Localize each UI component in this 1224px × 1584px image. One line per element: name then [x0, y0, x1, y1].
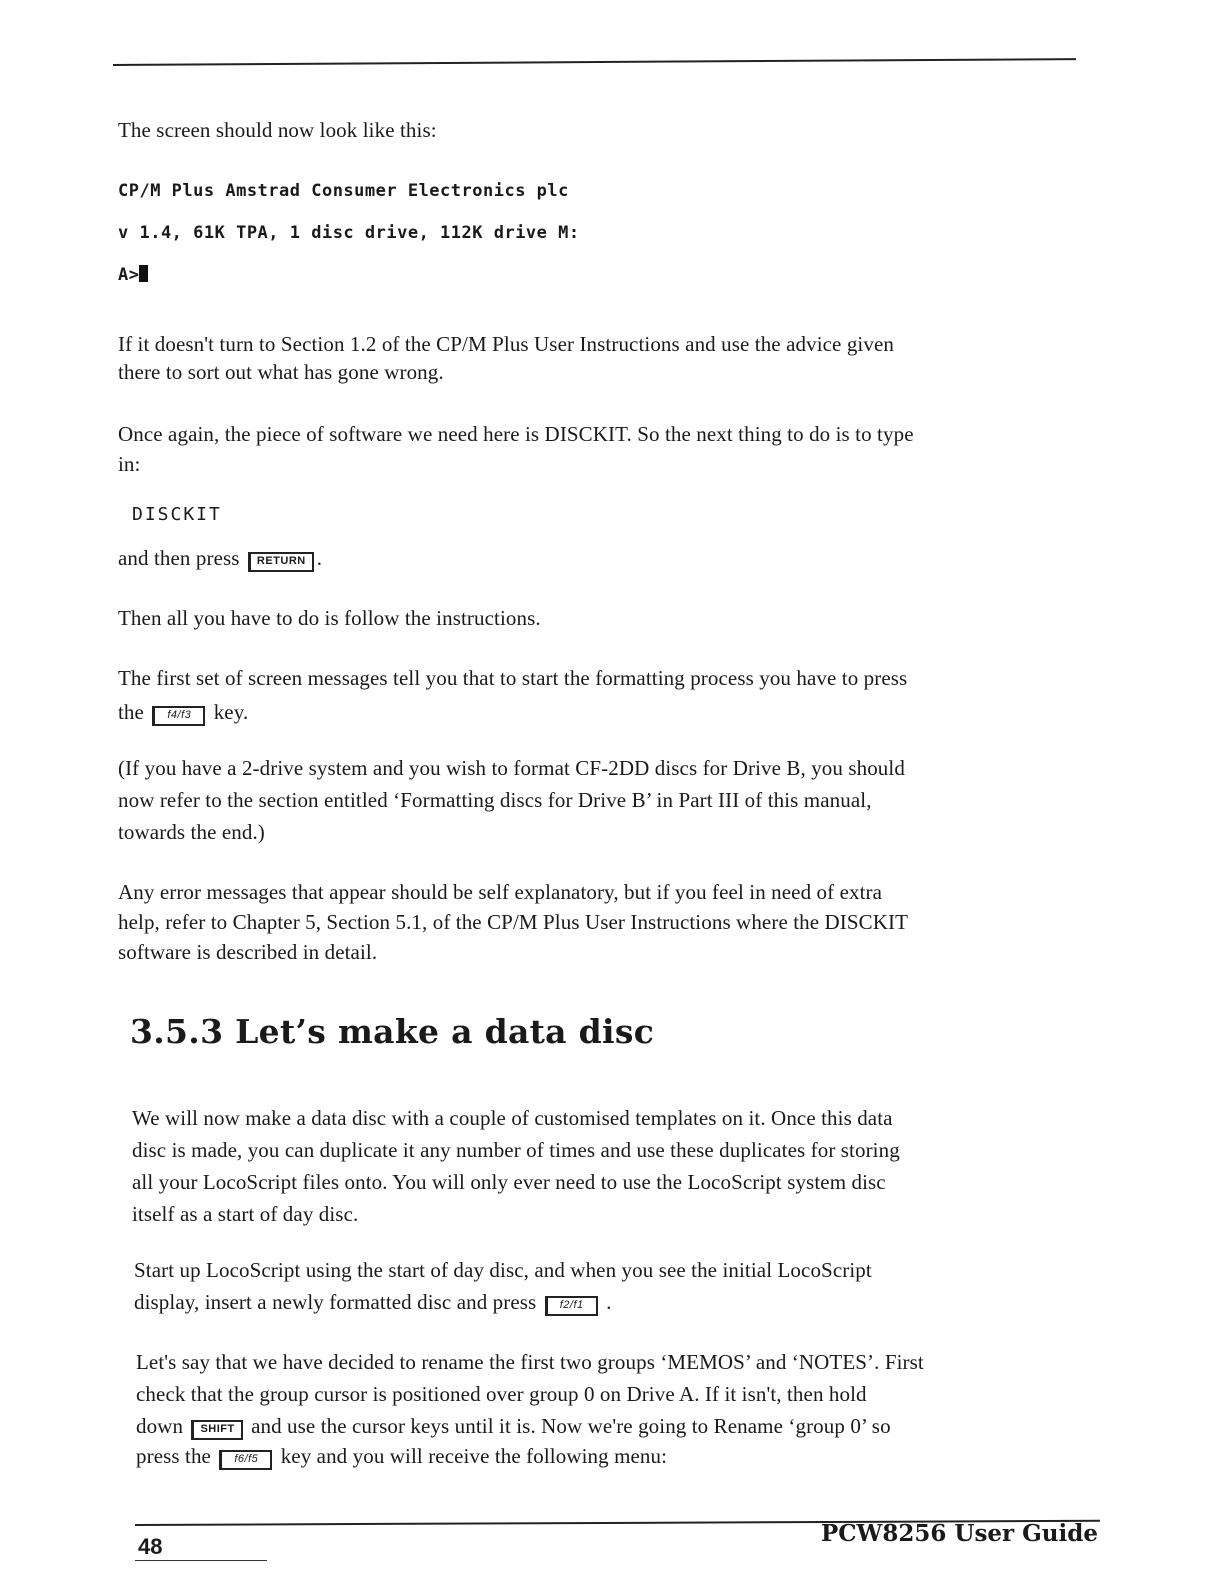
paragraph-line: We will now make a data disc with a couple of customised templates on it. Once this data — [132, 1106, 893, 1130]
paragraph-line: display, insert a newly formatted disc and press f2/f1 . — [134, 1290, 612, 1314]
paragraph-line: itself as a start of day disc. — [132, 1202, 359, 1226]
paragraph-line: (If you have a 2-drive system and you wish to format CF-2DD discs for Drive B, you should — [118, 756, 905, 780]
paragraph-line: press the f6/f5 key and you will receive the following menu: — [136, 1444, 668, 1468]
page-number-underline — [135, 1560, 267, 1561]
paragraph-line: there to sort out what has gone wrong. — [118, 360, 444, 384]
f2-f1-key: f2/f1 — [545, 1296, 598, 1316]
section-heading: 3.5.3 Let’s make a data disc — [130, 1012, 655, 1051]
f6-f5-key: f6/f5 — [219, 1450, 272, 1470]
command-disckit: DISCKIT — [132, 504, 222, 525]
paragraph-line: now refer to the section entitled ‘Formatting discs for Drive B’ in Part III of this manual, — [118, 788, 872, 812]
paragraph-line: disc is made, you can duplicate it any number of times and use these duplicates for storing — [132, 1138, 900, 1162]
text-cursor — [139, 265, 148, 282]
header-rule — [113, 58, 1076, 66]
paragraph-line: in: — [118, 452, 141, 476]
paragraph-line: Start up LocoScript using the start of day disc, and when you see the initial LocoScript — [134, 1258, 872, 1282]
paragraph-line: towards the end.) — [118, 820, 265, 844]
return-key: RETURN — [248, 552, 314, 572]
shift-key: SHIFT — [191, 1420, 242, 1440]
paragraph-line: the f4/f3 key. — [118, 700, 249, 724]
page-number: 48 — [138, 1534, 163, 1559]
paragraph-line: Any error messages that appear should be self explanatory, but if you feel in need of extra — [118, 880, 883, 904]
screen-line-2: v 1.4, 61K TPA, 1 disc drive, 112K drive M: — [118, 223, 580, 243]
screen-line-1: CP/M Plus Amstrad Consumer Electronics plc — [118, 181, 569, 201]
footer-title: PCW8256 User Guide — [820, 1520, 1098, 1547]
paragraph-line: down SHIFT and use the cursor keys until it is. Now we're going to Rename ‘group 0’ so — [136, 1414, 891, 1438]
intro-text: The screen should now look like this: — [118, 118, 437, 142]
paragraph-line: and then press RETURN . — [118, 546, 323, 570]
paragraph-line: If it doesn't turn to Section 1.2 of the CP/M Plus User Instructions and use the advice given — [118, 332, 894, 356]
paragraph-line: Let's say that we have decided to rename the first two groups ‘MEMOS’ and ‘NOTES’. First — [136, 1350, 924, 1374]
paragraph-line: Then all you have to do is follow the instructions. — [118, 606, 541, 630]
paragraph-line: help, refer to Chapter 5, Section 5.1, of the CP/M Plus User Instructions where the DISCKIT — [118, 910, 909, 934]
paragraph-line: software is described in detail. — [118, 940, 378, 964]
paragraph-line: check that the group cursor is positioned over group 0 on Drive A. If it isn't, then hold — [136, 1382, 867, 1406]
screen-prompt: A> — [118, 262, 148, 288]
paragraph-line: The first set of screen messages tell you that to start the formatting process you have to press — [118, 666, 908, 690]
paragraph-line: Once again, the piece of software we need here is DISCKIT. So the next thing to do is to type — [118, 422, 914, 446]
paragraph-line: all your LocoScript files onto. You will only ever need to use the LocoScript system disc — [132, 1170, 886, 1194]
f4-f3-key: f4/f3 — [152, 706, 205, 726]
